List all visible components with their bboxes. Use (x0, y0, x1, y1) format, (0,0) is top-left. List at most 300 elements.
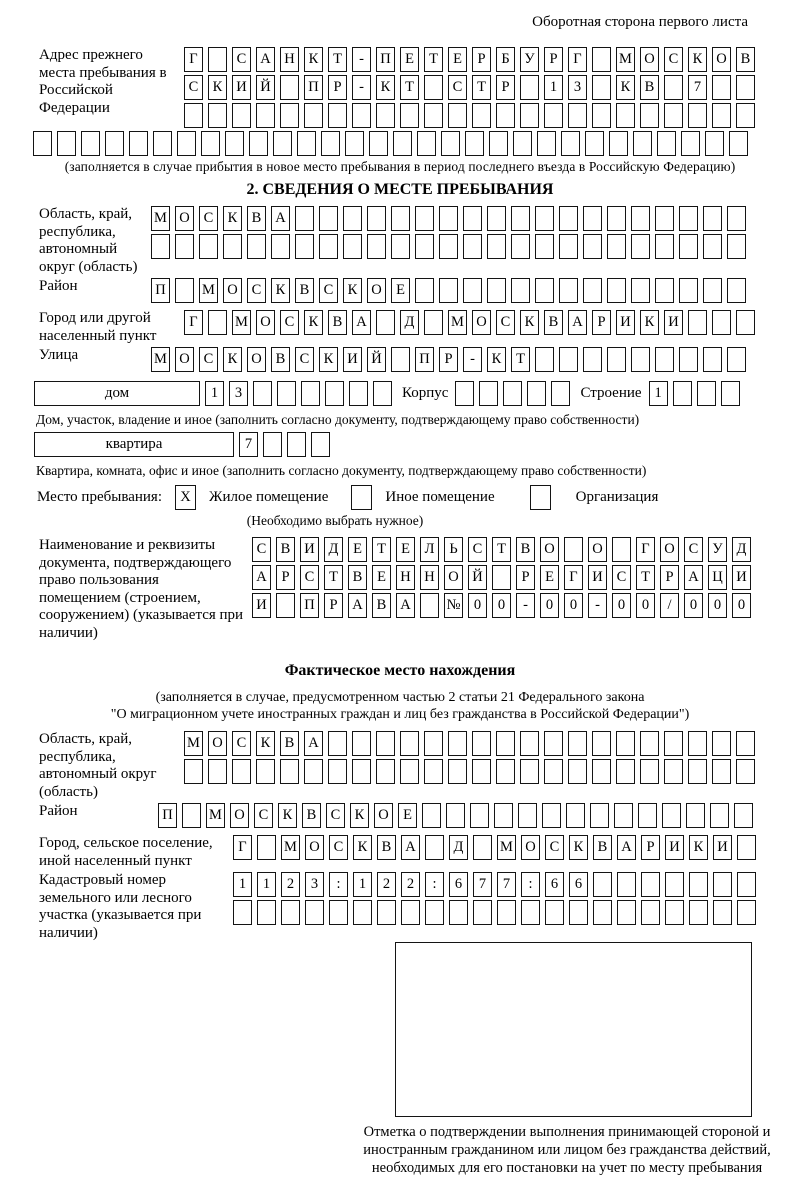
char-box[interactable]: 0 (636, 593, 655, 618)
char-box[interactable] (607, 234, 626, 259)
char-box[interactable] (489, 131, 508, 156)
char-box[interactable] (640, 103, 659, 128)
char-box[interactable]: С (612, 565, 631, 590)
char-box[interactable]: Т (372, 537, 391, 562)
char-box[interactable]: С (252, 537, 271, 562)
char-box[interactable]: Д (324, 537, 343, 562)
char-box[interactable] (105, 131, 124, 156)
char-box[interactable]: К (689, 835, 708, 860)
char-box[interactable]: Г (636, 537, 655, 562)
char-box[interactable] (208, 103, 227, 128)
char-box[interactable] (319, 234, 338, 259)
char-box[interactable] (673, 381, 692, 406)
char-box[interactable]: О (247, 347, 266, 372)
char-box[interactable] (439, 234, 458, 259)
char-box[interactable]: К (223, 206, 242, 231)
char-box[interactable]: Т (328, 47, 347, 72)
char-box[interactable] (199, 234, 218, 259)
char-box[interactable] (703, 234, 722, 259)
char-box[interactable] (247, 234, 266, 259)
stay-type-organization-checkbox[interactable] (530, 485, 551, 510)
char-box[interactable]: Ь (444, 537, 463, 562)
char-box[interactable] (641, 872, 660, 897)
char-box[interactable] (400, 759, 419, 784)
char-box[interactable] (569, 900, 588, 925)
char-box[interactable] (305, 900, 324, 925)
char-box[interactable]: 1 (353, 872, 372, 897)
char-box[interactable]: Е (400, 47, 419, 72)
char-box[interactable]: Е (372, 565, 391, 590)
char-box[interactable]: Е (398, 803, 417, 828)
char-box[interactable] (449, 900, 468, 925)
char-box[interactable] (681, 131, 700, 156)
char-box[interactable] (496, 103, 515, 128)
char-box[interactable]: Е (540, 565, 559, 590)
char-box[interactable] (527, 381, 546, 406)
char-box[interactable] (415, 206, 434, 231)
char-box[interactable]: М (184, 731, 203, 756)
char-box[interactable] (311, 432, 330, 457)
char-box[interactable] (328, 759, 347, 784)
char-box[interactable]: К (688, 47, 707, 72)
char-box[interactable]: 7 (239, 432, 258, 457)
char-box[interactable] (607, 278, 626, 303)
char-box[interactable] (295, 234, 314, 259)
char-box[interactable] (537, 131, 556, 156)
char-box[interactable] (616, 759, 635, 784)
char-box[interactable]: О (175, 347, 194, 372)
char-box[interactable] (492, 565, 511, 590)
char-box[interactable] (439, 206, 458, 231)
char-box[interactable]: Н (420, 565, 439, 590)
char-box[interactable] (545, 900, 564, 925)
char-box[interactable] (256, 103, 275, 128)
char-box[interactable] (367, 206, 386, 231)
char-box[interactable] (425, 835, 444, 860)
char-box[interactable] (616, 731, 635, 756)
char-box[interactable]: С (280, 310, 299, 335)
char-box[interactable] (400, 731, 419, 756)
char-box[interactable] (201, 131, 220, 156)
char-box[interactable] (559, 278, 578, 303)
char-box[interactable] (352, 731, 371, 756)
char-box[interactable] (535, 234, 554, 259)
char-box[interactable] (232, 103, 251, 128)
char-box[interactable]: Г (184, 47, 203, 72)
char-box[interactable]: Р (592, 310, 611, 335)
char-box[interactable] (151, 234, 170, 259)
char-box[interactable]: : (521, 872, 540, 897)
char-box[interactable] (373, 381, 392, 406)
char-box[interactable] (566, 803, 585, 828)
char-box[interactable] (607, 206, 626, 231)
char-box[interactable]: П (415, 347, 434, 372)
char-box[interactable]: С (664, 47, 683, 72)
char-box[interactable] (616, 103, 635, 128)
char-box[interactable]: 1 (649, 381, 668, 406)
char-box[interactable] (319, 206, 338, 231)
char-box[interactable] (688, 103, 707, 128)
char-box[interactable] (617, 900, 636, 925)
char-box[interactable] (376, 759, 395, 784)
char-box[interactable]: К (319, 347, 338, 372)
char-box[interactable] (737, 872, 756, 897)
char-box[interactable]: Д (400, 310, 419, 335)
char-box[interactable] (712, 310, 731, 335)
char-box[interactable] (473, 835, 492, 860)
char-box[interactable] (496, 759, 515, 784)
char-box[interactable] (662, 803, 681, 828)
char-box[interactable] (472, 759, 491, 784)
char-box[interactable]: К (278, 803, 297, 828)
char-box[interactable]: О (660, 537, 679, 562)
char-box[interactable]: С (545, 835, 564, 860)
char-box[interactable]: О (712, 47, 731, 72)
char-box[interactable] (511, 206, 530, 231)
char-box[interactable]: С (329, 835, 348, 860)
char-box[interactable] (233, 900, 252, 925)
char-box[interactable]: К (208, 75, 227, 100)
char-box[interactable]: О (640, 47, 659, 72)
char-box[interactable]: В (640, 75, 659, 100)
char-box[interactable]: С (184, 75, 203, 100)
char-box[interactable]: Б (496, 47, 515, 72)
char-box[interactable] (664, 759, 683, 784)
char-box[interactable] (511, 234, 530, 259)
char-box[interactable]: А (684, 565, 703, 590)
char-box[interactable] (271, 234, 290, 259)
char-box[interactable]: Е (391, 278, 410, 303)
char-box[interactable] (655, 234, 674, 259)
char-box[interactable]: С (319, 278, 338, 303)
char-box[interactable] (175, 234, 194, 259)
char-box[interactable] (641, 900, 660, 925)
char-box[interactable] (727, 347, 746, 372)
char-box[interactable] (424, 75, 443, 100)
char-box[interactable]: М (206, 803, 225, 828)
char-box[interactable] (564, 537, 583, 562)
char-box[interactable]: О (521, 835, 540, 860)
char-box[interactable]: 0 (684, 593, 703, 618)
char-box[interactable] (590, 803, 609, 828)
char-box[interactable]: И (343, 347, 362, 372)
char-box[interactable]: К (350, 803, 369, 828)
char-box[interactable]: - (352, 47, 371, 72)
char-box[interactable]: 7 (497, 872, 516, 897)
char-box[interactable] (561, 131, 580, 156)
char-box[interactable] (518, 803, 537, 828)
char-box[interactable] (544, 103, 563, 128)
char-box[interactable] (521, 900, 540, 925)
char-box[interactable]: Д (732, 537, 751, 562)
char-box[interactable] (736, 75, 755, 100)
char-box[interactable] (617, 872, 636, 897)
char-box[interactable] (679, 347, 698, 372)
char-box[interactable] (470, 803, 489, 828)
char-box[interactable] (321, 131, 340, 156)
char-box[interactable] (713, 872, 732, 897)
char-box[interactable]: К (271, 278, 290, 303)
char-box[interactable] (737, 900, 756, 925)
char-box[interactable]: А (348, 593, 367, 618)
char-box[interactable] (263, 432, 282, 457)
char-box[interactable] (479, 381, 498, 406)
char-box[interactable]: И (732, 565, 751, 590)
char-box[interactable] (542, 803, 561, 828)
char-box[interactable] (225, 131, 244, 156)
char-box[interactable]: В (247, 206, 266, 231)
char-box[interactable] (415, 234, 434, 259)
char-box[interactable] (664, 75, 683, 100)
char-box[interactable] (297, 131, 316, 156)
char-box[interactable] (448, 759, 467, 784)
char-box[interactable] (420, 593, 439, 618)
char-box[interactable] (448, 103, 467, 128)
char-box[interactable] (376, 731, 395, 756)
char-box[interactable]: В (276, 537, 295, 562)
char-box[interactable]: : (425, 872, 444, 897)
char-box[interactable] (729, 131, 748, 156)
char-box[interactable] (184, 103, 203, 128)
char-box[interactable]: Н (396, 565, 415, 590)
char-box[interactable] (727, 206, 746, 231)
char-box[interactable]: Т (424, 47, 443, 72)
char-box[interactable]: 2 (401, 872, 420, 897)
char-box[interactable] (424, 103, 443, 128)
char-box[interactable]: В (516, 537, 535, 562)
char-box[interactable]: М (616, 47, 635, 72)
char-box[interactable]: С (496, 310, 515, 335)
char-box[interactable]: В (280, 731, 299, 756)
char-box[interactable]: Г (564, 565, 583, 590)
char-box[interactable] (184, 759, 203, 784)
char-box[interactable] (686, 803, 705, 828)
char-box[interactable]: / (660, 593, 679, 618)
char-box[interactable]: А (252, 565, 271, 590)
char-box[interactable]: К (520, 310, 539, 335)
char-box[interactable] (736, 310, 755, 335)
char-box[interactable]: У (520, 47, 539, 72)
char-box[interactable] (520, 75, 539, 100)
char-box[interactable]: П (304, 75, 323, 100)
char-box[interactable]: В (302, 803, 321, 828)
char-box[interactable]: С (199, 206, 218, 231)
char-box[interactable] (33, 131, 52, 156)
char-box[interactable] (401, 900, 420, 925)
char-box[interactable] (614, 803, 633, 828)
stay-type-residential-checkbox[interactable]: X (175, 485, 196, 510)
char-box[interactable] (472, 103, 491, 128)
char-box[interactable] (376, 103, 395, 128)
char-box[interactable]: И (616, 310, 635, 335)
char-box[interactable] (463, 206, 482, 231)
char-box[interactable]: О (367, 278, 386, 303)
char-box[interactable]: К (616, 75, 635, 100)
char-box[interactable]: В (271, 347, 290, 372)
char-box[interactable]: 6 (569, 872, 588, 897)
char-box[interactable]: В (544, 310, 563, 335)
char-box[interactable]: П (300, 593, 319, 618)
char-box[interactable] (710, 803, 729, 828)
char-box[interactable]: 3 (305, 872, 324, 897)
char-box[interactable]: С (326, 803, 345, 828)
char-box[interactable] (568, 759, 587, 784)
char-box[interactable] (535, 347, 554, 372)
char-box[interactable] (129, 131, 148, 156)
char-box[interactable] (393, 131, 412, 156)
char-box[interactable]: 2 (281, 872, 300, 897)
char-box[interactable] (325, 381, 344, 406)
char-box[interactable]: О (540, 537, 559, 562)
char-box[interactable] (232, 759, 251, 784)
char-box[interactable]: Е (348, 537, 367, 562)
char-box[interactable]: С (448, 75, 467, 100)
char-box[interactable]: О (230, 803, 249, 828)
char-box[interactable] (559, 206, 578, 231)
char-box[interactable] (688, 759, 707, 784)
char-box[interactable]: Й (367, 347, 386, 372)
char-box[interactable]: К (487, 347, 506, 372)
char-box[interactable] (713, 900, 732, 925)
char-box[interactable]: С (247, 278, 266, 303)
char-box[interactable]: Р (516, 565, 535, 590)
char-box[interactable] (496, 731, 515, 756)
char-box[interactable] (153, 131, 172, 156)
char-box[interactable] (352, 103, 371, 128)
char-box[interactable]: В (377, 835, 396, 860)
char-box[interactable]: Е (448, 47, 467, 72)
char-box[interactable]: О (588, 537, 607, 562)
char-box[interactable] (208, 47, 227, 72)
char-box[interactable] (592, 759, 611, 784)
char-box[interactable]: А (256, 47, 275, 72)
char-box[interactable] (446, 803, 465, 828)
char-box[interactable]: 6 (449, 872, 468, 897)
char-box[interactable] (376, 310, 395, 335)
char-box[interactable] (391, 347, 410, 372)
char-box[interactable] (487, 206, 506, 231)
char-box[interactable]: О (175, 206, 194, 231)
char-box[interactable]: М (448, 310, 467, 335)
char-box[interactable] (688, 731, 707, 756)
char-box[interactable] (391, 206, 410, 231)
char-box[interactable]: М (281, 835, 300, 860)
char-box[interactable] (665, 900, 684, 925)
char-box[interactable] (353, 900, 372, 925)
char-box[interactable]: В (295, 278, 314, 303)
char-box[interactable]: - (588, 593, 607, 618)
char-box[interactable] (369, 131, 388, 156)
char-box[interactable] (494, 803, 513, 828)
char-box[interactable] (497, 900, 516, 925)
char-box[interactable]: О (374, 803, 393, 828)
char-box[interactable] (712, 75, 731, 100)
char-box[interactable]: Т (472, 75, 491, 100)
char-box[interactable] (655, 347, 674, 372)
char-box[interactable]: М (151, 206, 170, 231)
char-box[interactable] (277, 381, 296, 406)
char-box[interactable] (424, 310, 443, 335)
char-box[interactable] (424, 731, 443, 756)
char-box[interactable]: О (472, 310, 491, 335)
char-box[interactable] (689, 872, 708, 897)
char-box[interactable]: 1 (544, 75, 563, 100)
char-box[interactable]: Й (256, 75, 275, 100)
char-box[interactable] (655, 206, 674, 231)
char-box[interactable]: 0 (732, 593, 751, 618)
char-box[interactable] (367, 234, 386, 259)
char-box[interactable] (417, 131, 436, 156)
char-box[interactable] (585, 131, 604, 156)
char-box[interactable]: 0 (540, 593, 559, 618)
char-box[interactable] (57, 131, 76, 156)
char-box[interactable]: И (664, 310, 683, 335)
char-box[interactable] (439, 278, 458, 303)
char-box[interactable] (328, 731, 347, 756)
char-box[interactable]: Р (439, 347, 458, 372)
char-box[interactable]: К (223, 347, 242, 372)
char-box[interactable] (177, 131, 196, 156)
char-box[interactable] (400, 103, 419, 128)
char-box[interactable] (592, 103, 611, 128)
char-box[interactable] (583, 206, 602, 231)
char-box[interactable] (276, 593, 295, 618)
char-box[interactable] (721, 381, 740, 406)
char-box[interactable] (281, 900, 300, 925)
char-box[interactable]: В (736, 47, 755, 72)
char-box[interactable]: О (256, 310, 275, 335)
char-box[interactable] (463, 234, 482, 259)
char-box[interactable]: Т (511, 347, 530, 372)
char-box[interactable] (415, 278, 434, 303)
char-box[interactable]: Г (568, 47, 587, 72)
char-box[interactable]: П (151, 278, 170, 303)
char-box[interactable] (223, 234, 242, 259)
char-box[interactable] (329, 900, 348, 925)
char-box[interactable] (520, 103, 539, 128)
char-box[interactable]: К (353, 835, 372, 860)
char-box[interactable]: Н (280, 47, 299, 72)
char-box[interactable] (287, 432, 306, 457)
char-box[interactable] (463, 278, 482, 303)
char-box[interactable] (544, 759, 563, 784)
char-box[interactable] (81, 131, 100, 156)
char-box[interactable] (455, 381, 474, 406)
char-box[interactable]: 7 (688, 75, 707, 100)
char-box[interactable]: М (199, 278, 218, 303)
char-box[interactable]: О (223, 278, 242, 303)
char-box[interactable] (249, 131, 268, 156)
char-box[interactable]: - (352, 75, 371, 100)
char-box[interactable] (343, 234, 362, 259)
char-box[interactable]: А (401, 835, 420, 860)
char-box[interactable] (631, 206, 650, 231)
char-box[interactable]: Р (641, 835, 660, 860)
char-box[interactable]: : (329, 872, 348, 897)
char-box[interactable] (280, 103, 299, 128)
char-box[interactable] (513, 131, 532, 156)
char-box[interactable]: О (444, 565, 463, 590)
char-box[interactable] (301, 381, 320, 406)
char-box[interactable]: С (684, 537, 703, 562)
char-box[interactable] (257, 835, 276, 860)
char-box[interactable]: Е (396, 537, 415, 562)
char-box[interactable] (208, 310, 227, 335)
char-box[interactable] (703, 347, 722, 372)
char-box[interactable] (280, 75, 299, 100)
char-box[interactable]: А (617, 835, 636, 860)
char-box[interactable]: О (305, 835, 324, 860)
